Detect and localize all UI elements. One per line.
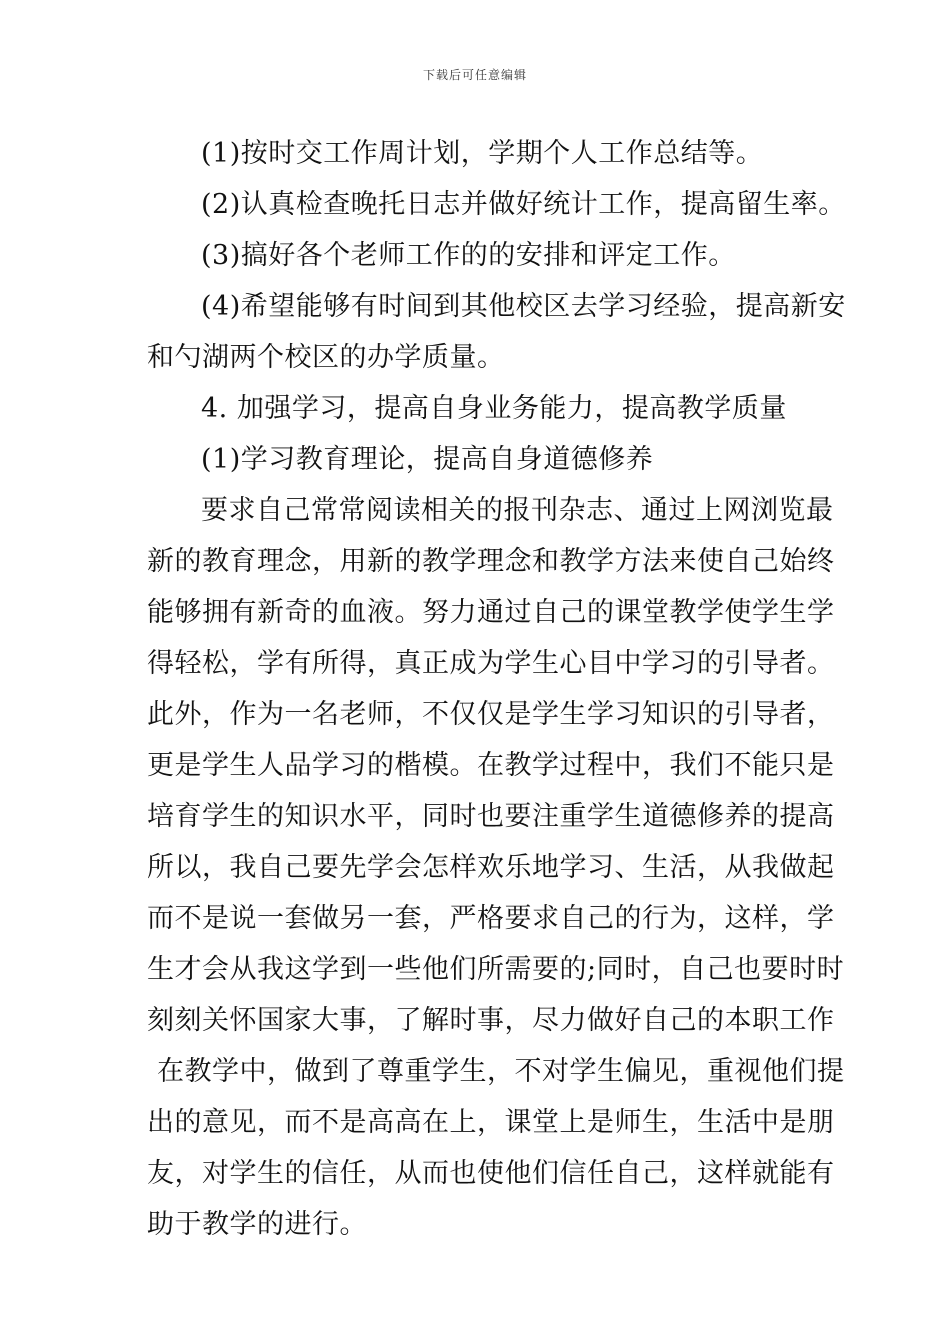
paragraph-line: 刻刻关怀国家大事，了解时事，尽力做好自己的本职工作	[147, 1005, 835, 1036]
paragraph-line: 而不是说一套做另一套，严格要求自己的行为，这样，学	[147, 903, 835, 934]
paragraph-line: (2)认真检查晚托日志并做好统计工作，提高留生率。	[201, 189, 846, 220]
paragraph-line: 要求自己常常阅读相关的报刊杂志、通过上网浏览最	[201, 495, 834, 526]
paragraph-line: 助于教学的进行。	[147, 1209, 367, 1240]
paragraph-line: 培育学生的知识水平，同时也要注重学生道德修养的提高	[147, 801, 835, 832]
paragraph-line: (1)按时交工作周计划，学期个人工作总结等。	[201, 138, 764, 169]
paragraph-line: 和勺湖两个校区的办学质量。	[147, 342, 505, 373]
subsection-heading: (1)学习教育理论，提高自身道德修养	[201, 444, 654, 475]
paragraph-line: 所以，我自己要先学会怎样欢乐地学习、生活，从我做起	[147, 852, 835, 883]
page-header: 下载后可任意编辑	[422, 68, 527, 82]
section-heading: 4. 加强学习，提高自身业务能力，提高教学质量	[201, 393, 787, 424]
paragraph-line: 能够拥有新奇的血液。努力通过自己的课堂教学使学生学	[147, 597, 835, 628]
paragraph-line: 在教学中，做到了尊重学生，不对学生偏见，重视他们提	[157, 1056, 845, 1087]
paragraph-line: 出的意见，而不是高高在上，课堂上是师生，生活中是朋	[147, 1107, 835, 1138]
paragraph-line: 此外，作为一名老师，不仅仅是学生学习知识的引导者，	[147, 699, 835, 730]
paragraph-line: (4)希望能够有时间到其他校区去学习经验，提高新安	[201, 291, 846, 322]
paragraph-line: 得轻松，学有所得，真正成为学生心目中学习的引导者。	[147, 648, 835, 679]
paragraph-line: 新的教育理念，用新的教学理念和教学方法来使自己始终	[147, 546, 835, 577]
paragraph-line: 更是学生人品学习的楷模。在教学过程中，我们不能只是	[147, 750, 835, 781]
paragraph-line: 友，对学生的信任，从而也使他们信任自己，这样就能有	[147, 1158, 835, 1189]
document-body	[147, 128, 846, 1250]
paragraph-line: (3)搞好各个老师工作的的安排和评定工作。	[201, 240, 736, 271]
paragraph-line: 生才会从我这学到一些他们所需要的;同时，自己也要时时	[147, 954, 845, 985]
